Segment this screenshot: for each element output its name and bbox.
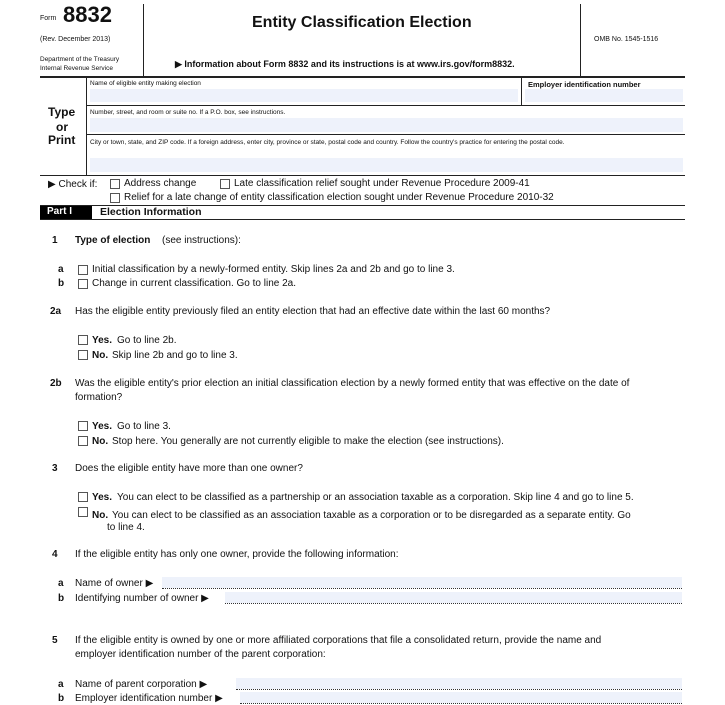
form-number: 8832 bbox=[63, 2, 112, 27]
line2b-question-line1: Was the eligible entity's prior election an initial classification election by a newly formed entity that was effective on the date of bbox=[75, 378, 630, 389]
line3-yes-checkbox[interactable] bbox=[78, 492, 88, 502]
department: Department of the Treasury bbox=[40, 56, 120, 63]
line1b-text: Change in current classification. Go to line 2a. bbox=[92, 278, 296, 289]
line3-question: Does the eligible entity have more than one owner? bbox=[75, 463, 303, 474]
street-label: Number, street, and room or suite no. If a P.O. box, see instructions. bbox=[90, 109, 286, 116]
line5a-letter: a bbox=[58, 679, 64, 690]
line2b-number: 2b bbox=[50, 378, 62, 389]
address-change-checkbox[interactable] bbox=[110, 179, 120, 189]
street-field[interactable] bbox=[90, 118, 683, 132]
line1a-text: Initial classification by a newly-formed entity. Skip lines 2a and 2b and go to line 3. bbox=[92, 264, 455, 275]
relief-late-change-label: Relief for a late change of entity classification election sought under Revenue Procedure 2010-32 bbox=[124, 192, 554, 203]
city-label: City or town, state, and ZIP code. If a foreign address, enter city, province or state, postal code and country. Follow the country's practice for entering the postal code. bbox=[90, 139, 565, 146]
rev-date: (Rev. December 2013) bbox=[40, 36, 111, 43]
line1b-checkbox[interactable] bbox=[78, 279, 88, 289]
line1b-letter: b bbox=[58, 278, 65, 289]
line3-yes-text: You can elect to be classified as a partnership or an association taxable as a corporation. Skip line 4 and go to line 5. bbox=[117, 492, 634, 503]
line2b-no-text: Stop here. You generally are not currently eligible to make the election (see instructions). bbox=[112, 436, 504, 447]
line2a-yes-checkbox[interactable] bbox=[78, 335, 88, 345]
line4a-letter: a bbox=[58, 578, 64, 589]
line5-question-line2: employer identification number of the parent corporation: bbox=[75, 649, 326, 660]
line2a-no-text: Skip line 2b and go to line 3. bbox=[112, 350, 238, 361]
parent-name-field[interactable] bbox=[236, 678, 682, 689]
check-if-label: ▶ Check if: bbox=[48, 179, 98, 190]
line1-number: 1 bbox=[52, 235, 58, 246]
city-field[interactable] bbox=[90, 158, 683, 172]
line5b-letter: b bbox=[58, 693, 65, 704]
late-relief-checkbox[interactable] bbox=[220, 179, 230, 189]
parent-ein-field[interactable] bbox=[240, 692, 682, 703]
line4a-label: Name of owner ▶ bbox=[75, 578, 154, 589]
line5-question-line1: If the eligible entity is owned by one or more affiliated corporations that file a consolidated return, provide the name and bbox=[75, 635, 602, 646]
part-badge: Part I bbox=[40, 206, 92, 219]
line1-note: (see instructions): bbox=[162, 235, 241, 246]
line3-yes-label: Yes. bbox=[92, 492, 113, 503]
line4-number: 4 bbox=[52, 549, 58, 560]
line5b-label: Employer identification number ▶ bbox=[75, 693, 223, 704]
form-title: Entity Classification Election bbox=[252, 14, 472, 31]
entity-name-field[interactable] bbox=[90, 89, 518, 102]
line2b-yes-checkbox[interactable] bbox=[78, 421, 88, 431]
address-change-label: Address change bbox=[124, 178, 197, 189]
line3-no-label: No. bbox=[92, 510, 109, 521]
label-type: Type bbox=[48, 105, 76, 119]
line2b-no-checkbox[interactable] bbox=[78, 436, 88, 446]
line3-no-checkbox[interactable] bbox=[78, 507, 88, 517]
line2b-no-label: No. bbox=[92, 436, 109, 447]
line5a-label: Name of parent corporation ▶ bbox=[75, 679, 208, 690]
line2b-yes-text: Go to line 3. bbox=[117, 421, 171, 432]
part-title: Election Information bbox=[100, 206, 202, 218]
line2a-question: Has the eligible entity previously filed an entity election that had an effective date within the last 60 months? bbox=[75, 306, 551, 317]
line1a-letter: a bbox=[58, 264, 64, 275]
info-line: ▶ Information about Form 8832 and its instructions is at www.irs.gov/form8832. bbox=[175, 59, 515, 69]
line2a-no-label: No. bbox=[92, 350, 109, 361]
relief-late-change-checkbox[interactable] bbox=[110, 193, 120, 203]
omb-number: OMB No. 1545-1516 bbox=[594, 36, 659, 43]
line2b-yes-label: Yes. bbox=[92, 421, 113, 432]
ein-label: Employer identification number bbox=[528, 80, 641, 89]
line2b-question-line2: formation? bbox=[75, 392, 123, 403]
line2a-no-checkbox[interactable] bbox=[78, 350, 88, 360]
line4b-letter: b bbox=[58, 593, 65, 604]
label-or: or bbox=[56, 120, 68, 134]
line4-question: If the eligible entity has only one owner, provide the following information: bbox=[75, 549, 399, 560]
line1a-checkbox[interactable] bbox=[78, 265, 88, 275]
line1-title: Type of election bbox=[75, 235, 151, 246]
line2a-yes-text: Go to line 2b. bbox=[117, 335, 177, 346]
irs-name: Internal Revenue Service bbox=[40, 65, 113, 72]
line2a-yes-label: Yes. bbox=[92, 335, 113, 346]
line4b-label: Identifying number of owner ▶ bbox=[75, 593, 209, 604]
entity-name-label: Name of eligible entity making election bbox=[90, 80, 201, 87]
label-print: Print bbox=[48, 133, 76, 147]
late-relief-label: Late classification relief sought under Revenue Procedure 2009-41 bbox=[234, 178, 530, 189]
line2a-number: 2a bbox=[50, 306, 62, 317]
owner-name-field[interactable] bbox=[162, 577, 682, 588]
line3-number: 3 bbox=[52, 463, 58, 474]
line3-no-text-line1: You can elect to be classified as an association taxable as a corporation or to be disregarded as a separate entity. Go bbox=[112, 510, 631, 521]
owner-id-field[interactable] bbox=[225, 592, 682, 603]
line5-number: 5 bbox=[52, 635, 58, 646]
ein-field[interactable] bbox=[525, 89, 683, 102]
line3-no-text-line2: to line 4. bbox=[107, 522, 145, 533]
form-prefix: Form bbox=[40, 15, 57, 22]
